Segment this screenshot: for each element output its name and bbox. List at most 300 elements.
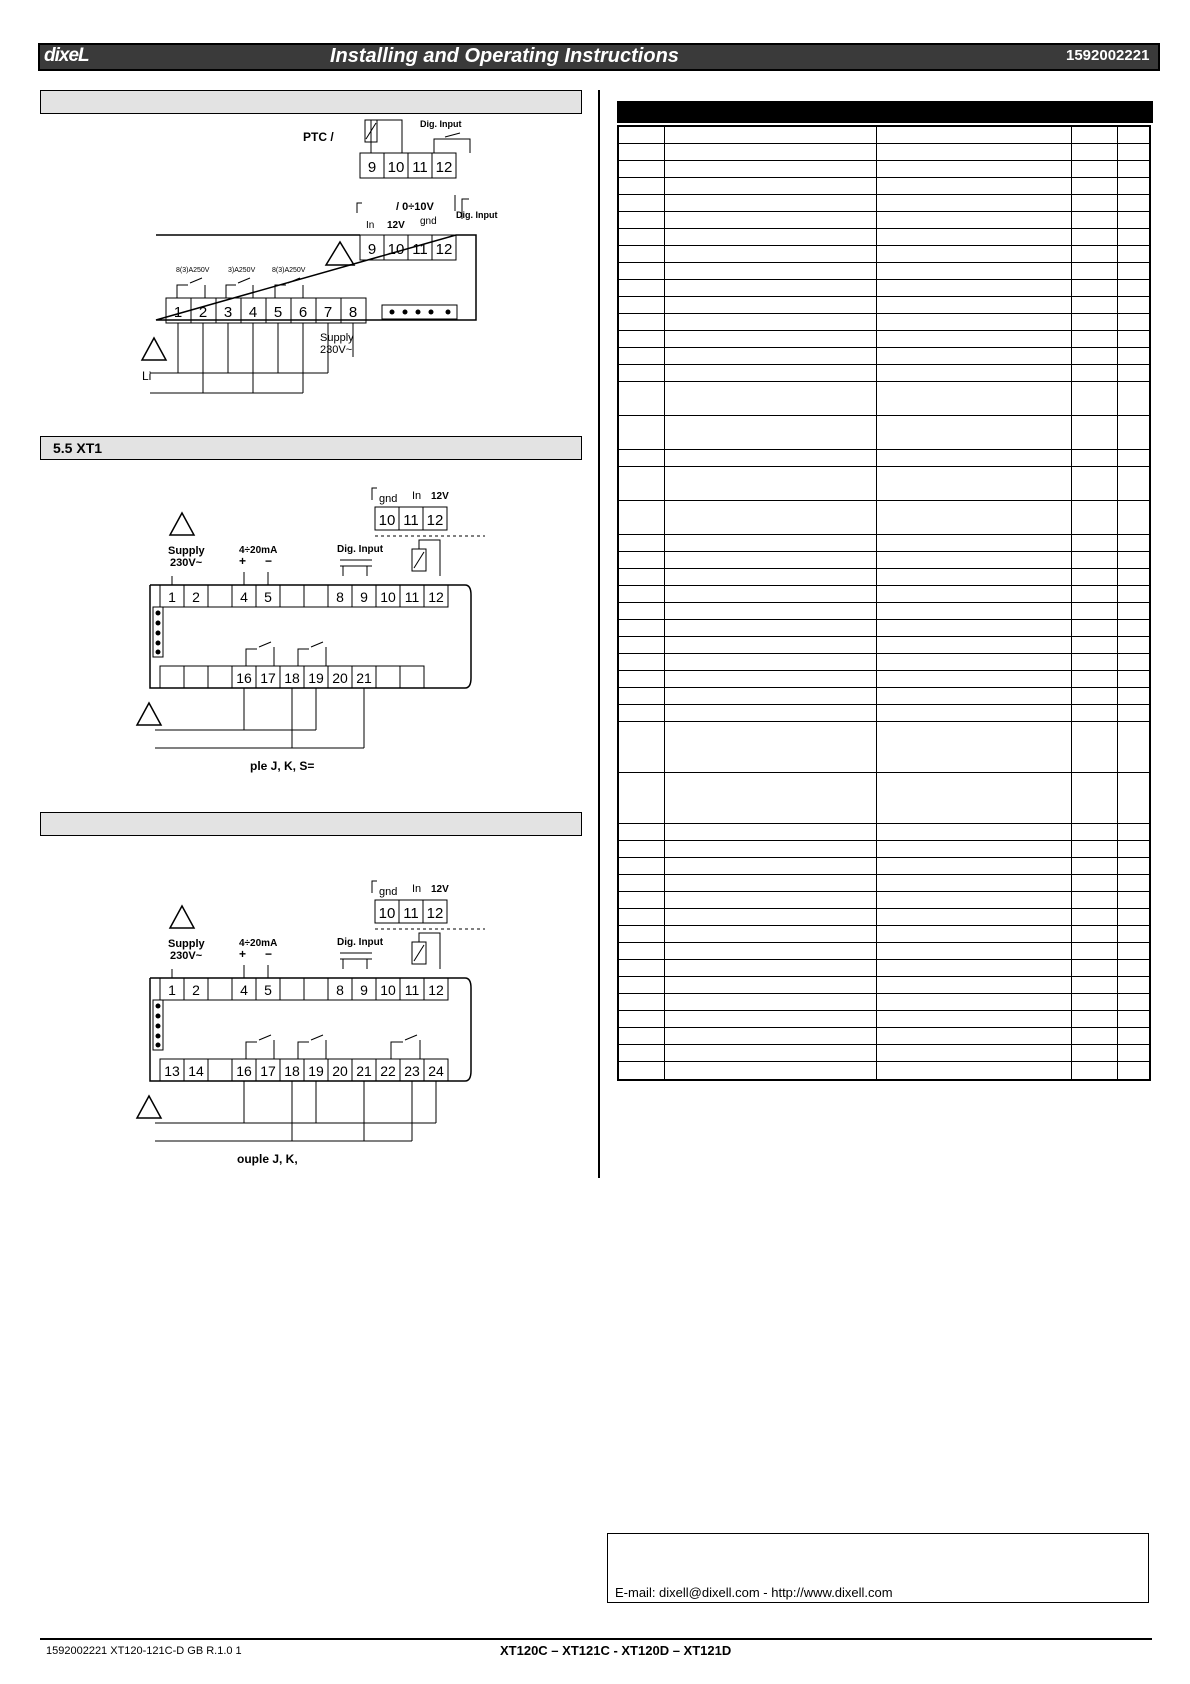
table-row bbox=[619, 586, 1149, 603]
warning-icon bbox=[137, 1096, 161, 1118]
table-cell bbox=[619, 688, 665, 704]
table-cell bbox=[665, 501, 877, 534]
table-cell bbox=[1118, 535, 1149, 551]
terminal-label: 11 bbox=[404, 589, 420, 605]
table-cell bbox=[877, 722, 1072, 772]
table-cell bbox=[619, 450, 665, 466]
table-cell bbox=[665, 603, 877, 619]
table-cell bbox=[665, 552, 877, 568]
terminal-label: 18 bbox=[284, 670, 300, 686]
terminal-label: 5 bbox=[273, 304, 283, 321]
table-cell bbox=[877, 1045, 1072, 1061]
table-cell bbox=[877, 773, 1072, 823]
footer-rule bbox=[40, 1638, 1152, 1640]
table-cell bbox=[1072, 365, 1118, 381]
table-cell bbox=[665, 1028, 877, 1044]
table-cell bbox=[1118, 773, 1149, 823]
table-cell bbox=[1118, 348, 1149, 364]
table-row bbox=[619, 212, 1149, 229]
top-label-12v: 12V bbox=[431, 491, 449, 502]
table-cell bbox=[665, 977, 877, 993]
table-row bbox=[619, 1045, 1149, 1062]
table-cell bbox=[1118, 705, 1149, 721]
terminal-label: 1 bbox=[173, 304, 183, 321]
table-cell bbox=[877, 297, 1072, 313]
table-cell bbox=[877, 824, 1072, 840]
table-cell bbox=[877, 688, 1072, 704]
table-cell bbox=[619, 1011, 665, 1027]
table-cell bbox=[1118, 450, 1149, 466]
top-label-12v: 12V bbox=[431, 884, 449, 895]
table-cell bbox=[619, 960, 665, 976]
table-cell bbox=[665, 858, 877, 874]
lower-terminal-strip-c bbox=[160, 1059, 448, 1081]
table-cell bbox=[1072, 620, 1118, 636]
table-row bbox=[619, 926, 1149, 943]
table-cell bbox=[665, 943, 877, 959]
table-row bbox=[619, 637, 1149, 654]
terminal-label: 11 bbox=[412, 241, 428, 258]
table-cell bbox=[619, 365, 665, 381]
table-cell bbox=[1072, 688, 1118, 704]
table-cell bbox=[665, 688, 877, 704]
table-cell bbox=[665, 909, 877, 925]
table-cell bbox=[1118, 671, 1149, 687]
table-cell bbox=[665, 365, 877, 381]
table-row bbox=[619, 858, 1149, 875]
table-cell bbox=[619, 994, 665, 1010]
table-row bbox=[619, 178, 1149, 195]
terminal-label: 4 bbox=[240, 982, 248, 998]
table-cell bbox=[1072, 280, 1118, 296]
plus-label: + bbox=[239, 554, 247, 568]
ptc-label: PTC / bbox=[303, 130, 334, 144]
table-cell bbox=[665, 280, 877, 296]
table-cell bbox=[665, 331, 877, 347]
analog-in-label: In bbox=[366, 220, 375, 231]
table-cell bbox=[619, 637, 665, 653]
terminal-label: 12 bbox=[428, 589, 444, 605]
table-cell bbox=[877, 841, 1072, 857]
terminal-label: 7 bbox=[323, 304, 333, 321]
table-cell bbox=[619, 586, 665, 602]
table-cell bbox=[877, 144, 1072, 160]
terminal-label: 4 bbox=[248, 304, 258, 321]
terminal-label: 11 bbox=[403, 512, 419, 529]
table-cell bbox=[877, 416, 1072, 449]
table-row bbox=[619, 195, 1149, 212]
table-cell bbox=[619, 552, 665, 568]
table-cell bbox=[1118, 280, 1149, 296]
table-cell bbox=[877, 280, 1072, 296]
table-cell bbox=[619, 841, 665, 857]
terminal-label: 5 bbox=[264, 982, 272, 998]
table-cell bbox=[1072, 229, 1118, 245]
lower-terminal-strip-b bbox=[160, 666, 424, 688]
table-cell bbox=[877, 501, 1072, 534]
terminal-label: 6 bbox=[298, 304, 308, 321]
table-cell bbox=[619, 654, 665, 670]
table-cell bbox=[1118, 926, 1149, 942]
table-cell bbox=[1072, 416, 1118, 449]
table-row bbox=[619, 348, 1149, 365]
table-cell bbox=[665, 654, 877, 670]
table-cell bbox=[1118, 909, 1149, 925]
terminal-label: 23 bbox=[404, 1063, 420, 1079]
table-row bbox=[619, 365, 1149, 382]
table-cell bbox=[877, 977, 1072, 993]
table-cell bbox=[877, 229, 1072, 245]
table-cell bbox=[877, 331, 1072, 347]
table-cell bbox=[877, 926, 1072, 942]
table-cell bbox=[877, 348, 1072, 364]
relay-rating-2: 3)A250V bbox=[228, 267, 256, 274]
terminal-label: 8 bbox=[336, 982, 344, 998]
table-cell bbox=[1118, 195, 1149, 211]
table-cell bbox=[1072, 654, 1118, 670]
table-cell bbox=[619, 467, 665, 500]
warning-icon bbox=[326, 242, 354, 265]
table-cell bbox=[619, 195, 665, 211]
table-row bbox=[619, 382, 1149, 416]
table-row bbox=[619, 552, 1149, 569]
table-row bbox=[619, 841, 1149, 858]
current-range-label: 4÷20mA bbox=[239, 545, 278, 556]
table-cell bbox=[1072, 382, 1118, 415]
table-cell bbox=[619, 348, 665, 364]
table-cell bbox=[1118, 127, 1149, 143]
table-cell bbox=[1072, 892, 1118, 908]
table-cell bbox=[877, 892, 1072, 908]
table-cell bbox=[665, 178, 877, 194]
table-cell bbox=[877, 212, 1072, 228]
table-cell bbox=[877, 1062, 1072, 1079]
table-cell bbox=[1072, 977, 1118, 993]
terminal-label: 1 bbox=[168, 589, 176, 605]
table-cell bbox=[665, 416, 877, 449]
table-cell bbox=[665, 229, 877, 245]
table-row bbox=[619, 875, 1149, 892]
table-cell bbox=[1072, 1062, 1118, 1079]
table-cell bbox=[1118, 824, 1149, 840]
terminal-label: 10 bbox=[380, 982, 396, 998]
table-row bbox=[619, 705, 1149, 722]
table-cell bbox=[1118, 569, 1149, 585]
warning-icon bbox=[142, 338, 166, 360]
table-cell bbox=[877, 909, 1072, 925]
table-cell bbox=[665, 671, 877, 687]
warning-icon bbox=[137, 703, 161, 725]
table-row bbox=[619, 722, 1149, 773]
supply-label: Supply bbox=[168, 938, 205, 950]
table-cell bbox=[619, 1028, 665, 1044]
table-cell bbox=[665, 382, 877, 415]
table-cell bbox=[619, 773, 665, 823]
supply-voltage-label: 230V~ bbox=[320, 344, 353, 356]
table-cell bbox=[665, 892, 877, 908]
terminal-label: 11 bbox=[403, 905, 419, 922]
table-cell bbox=[1118, 246, 1149, 262]
relay-rating-1: 8(3)A250V bbox=[176, 267, 210, 274]
table-row bbox=[619, 994, 1149, 1011]
table-cell bbox=[1072, 348, 1118, 364]
table-cell bbox=[619, 620, 665, 636]
terminal-label: 9 bbox=[367, 159, 377, 176]
table-cell bbox=[619, 909, 665, 925]
table-cell bbox=[665, 467, 877, 500]
table-cell bbox=[619, 229, 665, 245]
table-cell bbox=[1072, 161, 1118, 177]
sensor-caption: ple J, K, S= bbox=[250, 759, 315, 773]
terminal-label: 10 bbox=[387, 241, 405, 258]
table-cell bbox=[665, 127, 877, 143]
table-row bbox=[619, 416, 1149, 450]
terminal-label: 4 bbox=[240, 589, 248, 605]
terminal-label: 9 bbox=[367, 241, 377, 258]
table-cell bbox=[1072, 943, 1118, 959]
table-cell bbox=[619, 943, 665, 959]
table-cell bbox=[1118, 1045, 1149, 1061]
table-cell bbox=[665, 161, 877, 177]
table-row bbox=[619, 467, 1149, 501]
table-cell bbox=[1072, 671, 1118, 687]
table-cell bbox=[619, 212, 665, 228]
table-cell bbox=[619, 127, 665, 143]
section-bar-c bbox=[40, 812, 582, 836]
terminal-label: 22 bbox=[380, 1063, 396, 1079]
table-cell bbox=[1118, 620, 1149, 636]
table-row bbox=[619, 127, 1149, 144]
table-cell bbox=[1118, 637, 1149, 653]
table-cell bbox=[1118, 654, 1149, 670]
table-row bbox=[619, 314, 1149, 331]
table-row bbox=[619, 144, 1149, 161]
table-row bbox=[619, 909, 1149, 926]
table-row bbox=[619, 824, 1149, 841]
table-cell bbox=[1118, 1062, 1149, 1079]
table-cell bbox=[877, 994, 1072, 1010]
table-cell bbox=[877, 1028, 1072, 1044]
line-label: Li bbox=[142, 369, 152, 383]
warning-icon bbox=[170, 513, 194, 535]
table-row bbox=[619, 620, 1149, 637]
table-cell bbox=[1072, 297, 1118, 313]
table-cell bbox=[619, 569, 665, 585]
terminal-label: 14 bbox=[188, 1063, 204, 1079]
table-cell bbox=[1072, 586, 1118, 602]
table-cell bbox=[665, 195, 877, 211]
table-cell bbox=[877, 552, 1072, 568]
analog-12v-label: 12V bbox=[387, 220, 405, 231]
brand-logo: dixeL bbox=[44, 45, 89, 66]
current-range-label: 4÷20mA bbox=[239, 938, 278, 949]
terminal-label: 12 bbox=[435, 241, 453, 258]
table-cell bbox=[1118, 467, 1149, 500]
table-cell bbox=[665, 705, 877, 721]
table-cell bbox=[877, 314, 1072, 330]
table-cell bbox=[619, 1062, 665, 1079]
table-cell bbox=[877, 365, 1072, 381]
terminal-label: 18 bbox=[284, 1063, 300, 1079]
table-cell bbox=[619, 722, 665, 772]
terminal-label: 9 bbox=[360, 982, 368, 998]
table-cell bbox=[1118, 1028, 1149, 1044]
table-cell bbox=[1072, 1028, 1118, 1044]
table-cell bbox=[1072, 552, 1118, 568]
footer-doc-ref: 1592002221 XT120-121C-D GB R.1.0 1 bbox=[46, 1645, 242, 1657]
terminal-label: 12 bbox=[426, 512, 444, 529]
table-cell bbox=[665, 841, 877, 857]
table-row bbox=[619, 280, 1149, 297]
top-label-in: In bbox=[412, 490, 422, 502]
terminal-label: 10 bbox=[378, 512, 396, 529]
table-cell bbox=[1072, 501, 1118, 534]
table-cell bbox=[665, 926, 877, 942]
table-cell bbox=[1118, 161, 1149, 177]
minus-label: − bbox=[265, 554, 273, 568]
table-row bbox=[619, 1011, 1149, 1028]
contact-email-line[interactable]: E-mail: dixell@dixell.com - http://www.dixell.com bbox=[615, 1585, 893, 1600]
table-cell bbox=[1072, 314, 1118, 330]
supply-label: Supply bbox=[320, 332, 354, 344]
terminal-label: 21 bbox=[356, 1063, 372, 1079]
table-cell bbox=[1118, 178, 1149, 194]
analog-range-label: / 0÷10V bbox=[396, 201, 434, 213]
table-cell bbox=[1072, 603, 1118, 619]
table-cell bbox=[1118, 263, 1149, 279]
terminal-label: 2 bbox=[192, 982, 200, 998]
table-cell bbox=[1072, 467, 1118, 500]
table-cell bbox=[619, 314, 665, 330]
terminal-label: 9 bbox=[360, 589, 368, 605]
table-cell bbox=[665, 535, 877, 551]
table-cell bbox=[877, 467, 1072, 500]
table-row bbox=[619, 263, 1149, 280]
terminal-label: 24 bbox=[428, 1063, 444, 1079]
table-cell bbox=[619, 416, 665, 449]
table-cell bbox=[619, 926, 665, 942]
section-bar-a bbox=[40, 90, 582, 114]
table-cell bbox=[665, 824, 877, 840]
table-row bbox=[619, 671, 1149, 688]
table-cell bbox=[1072, 858, 1118, 874]
table-cell bbox=[665, 212, 877, 228]
table-row bbox=[619, 331, 1149, 348]
table-cell bbox=[665, 722, 877, 772]
table-cell bbox=[665, 263, 877, 279]
table-cell bbox=[1118, 722, 1149, 772]
parameter-table bbox=[617, 125, 1151, 1081]
table-cell bbox=[619, 705, 665, 721]
terminal-label: 5 bbox=[264, 589, 272, 605]
wiring-diagram-b bbox=[135, 480, 500, 780]
table-cell bbox=[877, 620, 1072, 636]
table-cell bbox=[1118, 892, 1149, 908]
table-cell bbox=[1118, 960, 1149, 976]
terminal-label: 13 bbox=[164, 1063, 180, 1079]
table-cell bbox=[1072, 926, 1118, 942]
top-label-gnd: gnd bbox=[379, 886, 398, 898]
table-cell bbox=[1118, 297, 1149, 313]
table-cell bbox=[877, 161, 1072, 177]
terminal-label: 1 bbox=[168, 982, 176, 998]
table-cell bbox=[665, 960, 877, 976]
terminal-label: 20 bbox=[332, 1063, 348, 1079]
dig-input-label: Dig. Input bbox=[420, 119, 462, 129]
table-row bbox=[619, 1028, 1149, 1045]
warning-icon bbox=[170, 906, 194, 928]
table-cell bbox=[1072, 127, 1118, 143]
table-cell bbox=[1118, 688, 1149, 704]
table-cell bbox=[1072, 569, 1118, 585]
table-cell bbox=[1118, 331, 1149, 347]
table-cell bbox=[1072, 1045, 1118, 1061]
table-row bbox=[619, 892, 1149, 909]
wiring-diagram-c bbox=[135, 873, 500, 1173]
table-cell bbox=[1072, 994, 1118, 1010]
terminal-label: 17 bbox=[260, 1063, 276, 1079]
table-cell bbox=[1072, 212, 1118, 228]
table-cell bbox=[1072, 144, 1118, 160]
minus-label: − bbox=[265, 947, 273, 961]
table-cell bbox=[619, 858, 665, 874]
table-cell bbox=[1072, 773, 1118, 823]
table-cell bbox=[1118, 1011, 1149, 1027]
table-cell bbox=[877, 569, 1072, 585]
table-cell bbox=[1072, 178, 1118, 194]
table-row bbox=[619, 977, 1149, 994]
table-cell bbox=[877, 382, 1072, 415]
top-label-gnd: gnd bbox=[379, 493, 398, 505]
terminal-label: 12 bbox=[435, 159, 453, 176]
table-row bbox=[619, 535, 1149, 552]
terminal-label: 2 bbox=[198, 304, 208, 321]
table-row bbox=[619, 501, 1149, 535]
table-cell bbox=[1118, 875, 1149, 891]
table-cell bbox=[619, 331, 665, 347]
table-cell bbox=[619, 297, 665, 313]
table-cell bbox=[1118, 603, 1149, 619]
table-cell bbox=[877, 943, 1072, 959]
table-cell bbox=[665, 297, 877, 313]
table-cell bbox=[665, 314, 877, 330]
dig-input-label: Dig. Input bbox=[337, 937, 384, 948]
terminal-label: 19 bbox=[308, 670, 324, 686]
table-cell bbox=[877, 263, 1072, 279]
terminal-label: 20 bbox=[332, 670, 348, 686]
table-cell bbox=[1118, 841, 1149, 857]
table-cell bbox=[665, 1045, 877, 1061]
terminal-label: 10 bbox=[380, 589, 396, 605]
table-cell bbox=[619, 161, 665, 177]
table-cell bbox=[665, 773, 877, 823]
table-cell bbox=[1072, 637, 1118, 653]
upper-terminal-strip-b bbox=[160, 585, 448, 607]
terminal-label: 10 bbox=[387, 159, 405, 176]
section-bar-b: 5.5 XT1 bbox=[40, 436, 582, 460]
table-cell bbox=[1118, 552, 1149, 568]
table-cell bbox=[1118, 977, 1149, 993]
table-cell bbox=[619, 263, 665, 279]
table-cell bbox=[665, 994, 877, 1010]
analog-gnd-label: gnd bbox=[420, 216, 437, 227]
table-row bbox=[619, 603, 1149, 620]
table-cell bbox=[1118, 943, 1149, 959]
table-cell bbox=[619, 603, 665, 619]
table-row bbox=[619, 297, 1149, 314]
table-header-bar bbox=[617, 101, 1153, 123]
terminal-label: 16 bbox=[236, 1063, 252, 1079]
